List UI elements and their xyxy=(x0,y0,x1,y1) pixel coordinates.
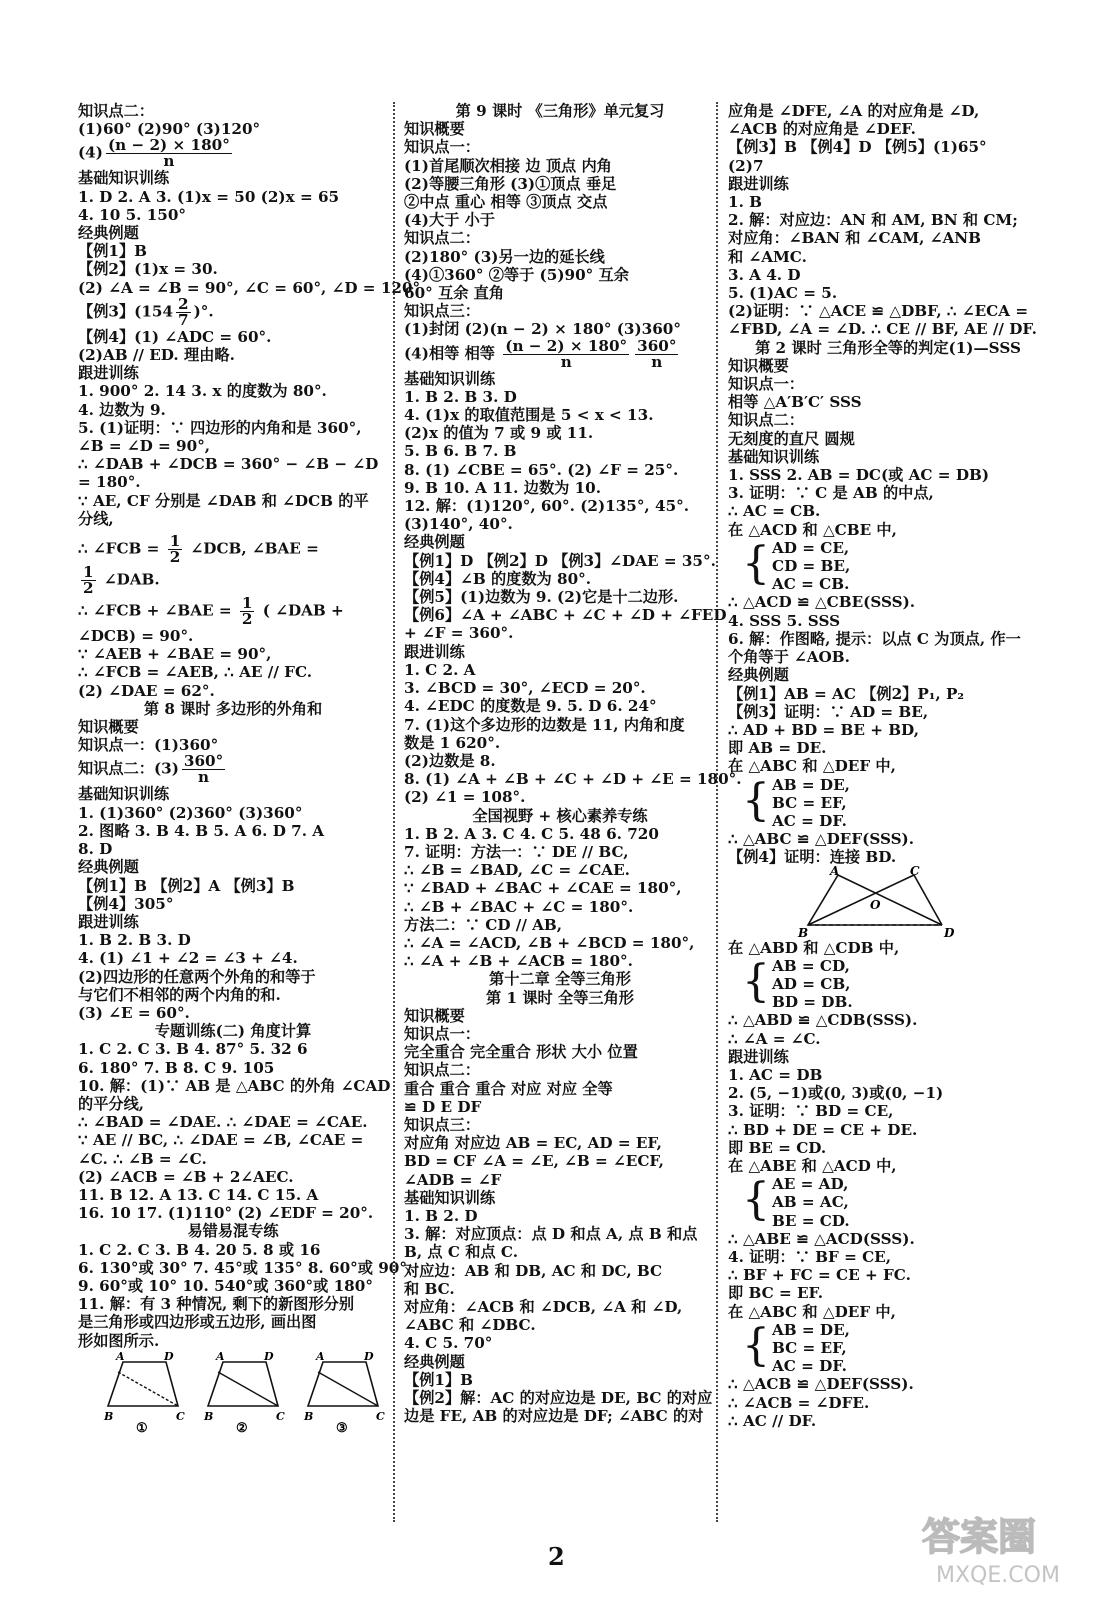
answer-line: 跟进训练 xyxy=(404,642,465,661)
answer-line: 12. 解：(1)120°, 60°. (2)135°, 45°. xyxy=(404,497,690,516)
answer-line: (2)边数是 8. xyxy=(404,751,496,770)
fraction xyxy=(503,336,629,371)
answer-line: 【例1】B xyxy=(404,1370,473,1389)
fraction xyxy=(176,294,191,329)
answer-line: 基础知识训练 xyxy=(404,1188,496,1207)
answer-line: 3. 证明：∵ BD = CE, xyxy=(728,1102,894,1121)
figure-svg xyxy=(78,1349,385,1436)
answer-line: 在 △ACD 和 △CBE 中, xyxy=(728,520,897,539)
answer-line: 和 BC. xyxy=(404,1279,455,1298)
answer-line: 基础知识训练 xyxy=(78,785,170,804)
equation-line: AC = CB. xyxy=(772,575,850,594)
vertex-label: A xyxy=(830,863,840,878)
answer-line xyxy=(78,138,388,169)
answer-line: 1. SSS 2. AB = DC(或 AC = DB) xyxy=(728,466,990,485)
brace-symbol: { xyxy=(742,1174,770,1226)
answer-line: ∴ ∠A = ∠C. xyxy=(728,1029,821,1048)
answer-line: ∴ AC // DF. xyxy=(728,1411,817,1430)
answer-line: 9. 60°或 10° 10. 540°或 360°或 180° xyxy=(78,1276,373,1295)
watermark-text: 答案圈 xyxy=(922,1515,1037,1559)
answer-line: 的平分线, xyxy=(78,1094,145,1113)
answer-line xyxy=(78,596,388,627)
answer-line: (2)证明：∵ △ACE ≌ △DBF, ∴ ∠ECA = xyxy=(728,302,1029,321)
answer-line: 1. B 2. B 3. D xyxy=(404,387,517,406)
answer-line: ∠ABC 和 ∠DBC. xyxy=(404,1316,536,1335)
equation-lines xyxy=(772,957,853,1012)
equation-system xyxy=(742,1175,1048,1230)
answer-line: 知识点二： xyxy=(78,102,154,120)
answer-line: 形如图所示. xyxy=(78,1331,160,1350)
answer-line: 8. D xyxy=(78,840,113,859)
brace-symbol: { xyxy=(742,774,770,826)
cut-line xyxy=(218,1372,278,1406)
figure-svg xyxy=(728,863,978,940)
answer-line: 1. B 2. A 3. C 4. C 5. 48 6. 720 xyxy=(404,824,659,843)
equation-line: AB = DE, xyxy=(772,775,850,794)
answer-line: ∴ ∠DAB + ∠DCB = 360° − ∠B − ∠D xyxy=(78,455,379,474)
answer-line: (2) ∠A = ∠B = 90°, ∠C = 60°, ∠D = 120°. xyxy=(78,278,426,297)
answer-line: ∴ ∠B = ∠BAD, ∠C = ∠CAE. xyxy=(404,861,630,880)
equation-line: AC = DF. xyxy=(772,1357,847,1376)
answer-line: 跟进训练 xyxy=(728,1047,789,1066)
answer-line: 和 ∠AMC. xyxy=(728,247,807,266)
vertex-label: C xyxy=(276,1409,285,1423)
answer-line: 基础知识训练 xyxy=(728,447,820,466)
answer-line: (2)x 的值为 7 或 9 或 11. xyxy=(404,424,594,443)
answer-column-right xyxy=(728,102,1048,1430)
answer-line: 4. 10 5. 150° xyxy=(78,205,187,224)
answer-line: (4)大于 小于 xyxy=(404,211,495,230)
answer-line: ∠C. ∴ ∠B = ∠C. xyxy=(78,1149,207,1168)
cut-line xyxy=(118,1372,178,1406)
vertex-label: A xyxy=(116,1349,125,1363)
answer-line: ∠ACB 的对应角是 ∠DEF. xyxy=(728,120,916,139)
answer-line: ②中点 重心 相等 ③顶点 交点 xyxy=(404,193,608,212)
answer-column-middle xyxy=(404,102,742,1426)
answer-line: 8. (1) ∠CBE = 65°. (2) ∠F = 25°. xyxy=(404,460,679,479)
answer-line: ∴ ∠ACB = ∠DFE. xyxy=(728,1393,870,1412)
fraction-numerator: 1 xyxy=(241,594,253,613)
fraction xyxy=(168,534,183,565)
equation-line: AD = CB, xyxy=(772,974,851,993)
answer-line: ∴ ∠B + ∠BAC + ∠C = 180°. xyxy=(404,897,634,916)
answer-line: 基础知识训练 xyxy=(404,369,496,388)
answer-line: 【例4】证明：连接 BD. xyxy=(728,848,897,867)
answer-line: 知识概要 xyxy=(728,356,789,375)
equation-line: CD = BE, xyxy=(772,557,851,576)
answer-line: 1. C 2. C 3. B 4. 87° 5. 32 6 xyxy=(78,1040,308,1059)
answer-line: 边是 FE, AB 的对应边是 DF; ∠ABC 的对 xyxy=(404,1407,704,1426)
watermark-url: MXQE.COM xyxy=(936,1563,1060,1588)
figure-number: ③ xyxy=(336,1420,348,1436)
answer-line: 2. 图略 3. B 4. B 5. A 6. D 7. A xyxy=(78,821,325,840)
answer-line: 6. 解：作图略, 提示：以点 C 为顶点, 作一 xyxy=(728,629,1021,648)
text: (4) xyxy=(78,143,103,162)
answer-line: ∴ BF + FC = CE + FC. xyxy=(728,1266,911,1285)
equation-line: BC = EF, xyxy=(772,793,847,812)
answer-line: 1. B 2. D xyxy=(404,1206,478,1225)
answer-line: 3. 证明：∵ C 是 AB 的中点, xyxy=(728,484,934,503)
answer-line: 知识点二： xyxy=(728,411,804,430)
equation-line: AC = DF. xyxy=(772,811,847,830)
text: )°. xyxy=(193,302,214,321)
answer-line: 经典例题 xyxy=(78,224,139,243)
answer-line: (2)180° (3)另一边的延长线 xyxy=(404,247,605,266)
fraction-numerator: 360° xyxy=(637,336,677,355)
answer-line: 【例1】D 【例2】D 【例3】∠DAE = 35°. xyxy=(404,551,716,570)
answer-line: ∠B = ∠D = 90°, xyxy=(78,437,211,456)
vertex-label: B xyxy=(104,1409,114,1423)
answer-line: (2) ∠1 = 108°. xyxy=(404,788,526,807)
answer-line: 无刻度的直尺 圆规 xyxy=(728,429,855,448)
equation-line: BC = EF, xyxy=(772,1339,847,1357)
answer-line: (2) ∠ACB = ∠B + 2∠AEC. xyxy=(78,1167,294,1186)
answer-line: 跟进训练 xyxy=(728,174,789,193)
answer-line: (2)等腰三角形 (3)①顶点 垂足 xyxy=(404,174,617,193)
answer-line: 【例2】解：AC 的对应边是 DE, BC 的对应 xyxy=(404,1389,713,1408)
section-heading: 第 9 课时 《三角形》单元复习 xyxy=(455,102,665,120)
answer-line: 在 △ABD 和 △CDB 中, xyxy=(728,938,900,957)
answer-line: 知识概要 xyxy=(78,718,139,737)
equation-line: AB = AC, xyxy=(772,1193,849,1212)
answer-line: (2)四边形的任意两个外角的和等于 xyxy=(78,967,316,986)
text: ∠DAB. xyxy=(98,570,160,589)
answer-line: 【例1】B xyxy=(78,242,147,261)
answer-line: ∴ AC = CB. xyxy=(728,502,821,521)
answer-line: 即 AB = DE. xyxy=(728,739,827,758)
answer-line: B, 点 C 和点 C. xyxy=(404,1243,519,1262)
answer-line: ∴ △ACB ≌ △DEF(SSS). xyxy=(728,1375,914,1394)
answer-line: (3) ∠E = 60°. xyxy=(78,1003,190,1022)
section-heading: 第 1 课时 全等三角形 xyxy=(486,988,634,1007)
answer-line: 经典例题 xyxy=(728,666,789,685)
answer-line: 4. ∠EDC 的度数是 9. 5. D 6. 24° xyxy=(404,697,657,716)
fraction xyxy=(240,596,255,627)
answer-line: 重合 重合 重合 对应 对应 全等 xyxy=(404,1079,613,1098)
answer-line: ∴ △ABD ≌ △CDB(SSS). xyxy=(728,1011,918,1030)
answer-line: 知识点三： xyxy=(404,302,480,321)
text: 【例3】(154 xyxy=(78,302,174,321)
answer-line: ≌ D E DF xyxy=(404,1097,482,1116)
answer-line: 4. SSS 5. SSS xyxy=(728,611,841,630)
answer-line: 知识点二： xyxy=(404,1061,480,1080)
answer-line: 【例3】B 【例4】D 【例5】(1)65° xyxy=(728,138,987,157)
watermark-logo xyxy=(914,1510,1100,1590)
vertex-label: D xyxy=(944,925,955,940)
answer-line: 在 △ABC 和 △DEF 中, xyxy=(728,757,896,776)
answer-line: BD = CF ∠A = ∠E, ∠B = ∠ECF, xyxy=(404,1152,664,1171)
fraction-denominator: n xyxy=(163,152,175,171)
answer-line: 知识点一： xyxy=(404,138,480,157)
vertex-label: D xyxy=(264,1349,274,1363)
text: ∠DCB, ∠BAE = xyxy=(185,539,319,558)
answer-line: ∠ADB = ∠F xyxy=(404,1170,502,1189)
answer-line: + ∠F = 360°. xyxy=(404,624,514,643)
answer-line: 【例3】证明：∵ AD = BE, xyxy=(728,702,929,721)
answer-line: 4. (1) ∠1 + ∠2 = ∠3 + ∠4. xyxy=(78,949,298,968)
answer-line: 2. (5, −1)或(0, 3)或(0, −1) xyxy=(728,1084,944,1103)
answer-line: 【例5】(1)边数为 9. (2)它是十二边形. xyxy=(404,588,679,607)
answer-line: 分线, xyxy=(78,509,114,528)
text: ∴ ∠FCB = xyxy=(78,539,165,558)
answer-line: 1. C 2. A xyxy=(404,660,476,679)
answer-line: 是三角形或四边形或五边形, 画出图 xyxy=(78,1313,317,1332)
answer-line: 知识点一： xyxy=(404,1024,480,1043)
answer-line: 基础知识训练 xyxy=(78,169,170,188)
column-divider xyxy=(716,102,718,1522)
fraction-numerator: (n − 2) × 180° xyxy=(107,136,230,155)
answer-line: 11. 解：有 3 种情况, 剩下的新图形分别 xyxy=(78,1295,355,1314)
fraction-denominator: 2 xyxy=(169,548,181,567)
answer-line: 个角等于 ∠AOB. xyxy=(728,648,850,667)
vertex-label: B xyxy=(304,1409,314,1423)
page-number: 2 xyxy=(548,1542,565,1571)
answer-line: (3)140°, 40°. xyxy=(404,515,513,534)
answer-line: 【例4】∠B 的度数为 80°. xyxy=(404,569,592,588)
vertex-label: D xyxy=(164,1349,174,1363)
answer-line: 在 △ABE 和 △ACD 中, xyxy=(728,1156,897,1175)
fraction-numerator: (n − 2) × 180° xyxy=(505,336,628,355)
fraction-denominator: 2 xyxy=(83,579,94,598)
vertex-label: C xyxy=(910,863,920,878)
figure-number: ② xyxy=(236,1420,248,1436)
answer-line: 4. C 5. 70° xyxy=(404,1334,493,1353)
polygon-cut-figures xyxy=(78,1350,388,1434)
answer-line: 1. D 2. A 3. (1)x = 50 (2)x = 65 xyxy=(78,187,340,206)
answer-line: ∠FBD, ∠A = ∠D. ∴ CE // BF, AE // DF. xyxy=(728,320,1037,339)
answer-line: (1)首尾顺次相接 边 顶点 内角 xyxy=(404,156,612,175)
answer-line: 即 BE = CD. xyxy=(728,1138,827,1157)
answer-line: 经典例题 xyxy=(404,1352,465,1371)
answer-line: 知识点一： xyxy=(728,375,804,394)
answer-line: 对应角 对应边 AB = EC, AD = EF, xyxy=(404,1134,662,1153)
answer-line: 1. B 2. B 3. D xyxy=(78,931,191,950)
cut-line xyxy=(318,1372,378,1406)
answer-line: 5. (1)证明：∵ 四边形的内角和是 360°, xyxy=(78,418,362,437)
answer-line: 对应角：∠ACB 和 ∠DCB, ∠A 和 ∠D, xyxy=(404,1298,683,1316)
answer-line: 8. (1) ∠A + ∠B + ∠C + ∠D + ∠E = 180°. xyxy=(404,770,742,789)
answer-line: 跟进训练 xyxy=(78,364,139,383)
vertex-label: C xyxy=(376,1409,385,1423)
answer-line: (2)AB // ED. 理由略. xyxy=(78,346,235,365)
answer-line: ∵ AE, CF 分别是 ∠DAB 和 ∠DCB 的平 xyxy=(78,491,369,510)
answer-line: 10. 解：(1)∵ AB 是 △ABC 的外角 ∠CAD xyxy=(78,1076,391,1095)
answer-line: 对应边：AB 和 DB, AC 和 DC, BC xyxy=(404,1261,663,1280)
answer-line xyxy=(404,336,716,371)
answer-line: 16. 10 17. (1)110° (2) ∠EDF = 20°. xyxy=(78,1204,374,1223)
answer-line: 5. B 6. B 7. B xyxy=(404,442,517,461)
vertex-label: B xyxy=(204,1409,214,1423)
answer-line: (4)①360° ②等于 (5)90° 互余 xyxy=(404,265,629,284)
answer-line: 7. 证明：方法一：∵ DE // BC, xyxy=(404,842,629,861)
answer-line: ∴ AD + BD = BE + BD, xyxy=(728,720,919,739)
answer-line: 完全重合 完全重合 形状 大小 位置 xyxy=(404,1043,638,1062)
equation-lines xyxy=(772,1321,850,1376)
answer-line: ∴ ∠FCB = ∠AEB, ∴ AE // FC. xyxy=(78,663,313,682)
answer-line: ∴ △ABE ≌ △ACD(SSS). xyxy=(728,1229,915,1248)
equation-line: AB = DE, xyxy=(772,1320,850,1339)
answer-line: (1)60° (2)90° (3)120° xyxy=(78,120,261,139)
answer-line: 经典例题 xyxy=(404,533,465,552)
segment xyxy=(838,875,942,925)
brace-symbol: { xyxy=(742,537,770,589)
fraction xyxy=(81,565,96,596)
answer-line: 6. 130°或 30° 7. 45°或 135° 8. 60°或 90° xyxy=(78,1258,407,1277)
section-heading: 全国视野 + 核心素养专练 xyxy=(472,806,648,825)
section-heading: 第 2 课时 三角形全等的判定(1)—SSS xyxy=(755,338,1021,357)
equation-system xyxy=(742,957,1048,1012)
fraction-denominator: n xyxy=(198,768,210,787)
text: ( ∠DAB + xyxy=(257,601,344,620)
fraction xyxy=(106,138,232,169)
answer-line: 6. 180° 7. B 8. C 9. 105 xyxy=(78,1058,275,1077)
answer-line: 对应角：∠BAN 和 ∠CAM, ∠ANB xyxy=(728,229,981,248)
equation-line: AD = CE, xyxy=(772,538,850,557)
answer-line: 【例4】305° xyxy=(78,894,174,913)
vertex-label: D xyxy=(364,1349,374,1363)
section-heading: 第 8 课时 多边形的外角和 xyxy=(143,699,323,718)
answer-line xyxy=(78,754,388,785)
fraction-denominator: n xyxy=(560,352,572,371)
answer-line: 【例1】B 【例2】A 【例3】B xyxy=(78,876,295,895)
answer-column-left xyxy=(78,102,426,1436)
text: 知识点二：(3) xyxy=(78,759,179,778)
answer-line: (1)封闭 (2)(n − 2) × 180° (3)360° xyxy=(404,320,681,339)
answer-line: 知识概要 xyxy=(404,120,465,139)
fraction-numerator: 1 xyxy=(169,532,181,551)
answer-line: 方法二：∵ CD // AB, xyxy=(404,915,563,934)
answer-line: 跟进训练 xyxy=(78,912,139,931)
equation-lines xyxy=(772,1175,850,1230)
brace-symbol: { xyxy=(742,1319,770,1371)
vertex-label: A xyxy=(216,1349,225,1363)
answer-line: (2) ∠DAE = 62°. xyxy=(78,681,215,700)
text: (4)相等 相等 xyxy=(404,344,501,363)
answer-line: 60° 互余 直角 xyxy=(404,284,505,303)
answer-line: 4. (1)x 的取值范围是 5 < x < 13. xyxy=(404,406,654,425)
answer-line: 3. 解：对应顶点：点 D 和点 A, 点 B 和点 xyxy=(404,1225,698,1244)
vertex-label: B xyxy=(798,925,809,940)
answer-line: 2. 解：对应边：AN 和 AM, BN 和 CM; xyxy=(728,211,1018,230)
answer-line: 知识点三： xyxy=(404,1115,480,1134)
answer-line: 相等 △A′B′C′ SSS xyxy=(728,393,862,412)
answer-line: 【例2】(1)x = 30. xyxy=(78,260,218,279)
fraction-numerator: 2 xyxy=(178,294,189,313)
equation-line: BE = CD. xyxy=(772,1211,850,1230)
answer-line: 1. (1)360° (2)360° (3)360° xyxy=(78,803,303,822)
answer-line: 1. 900° 2. 14 3. x 的度数为 80°. xyxy=(78,382,327,401)
answer-line: 在 △ABC 和 △DEF 中, xyxy=(728,1302,896,1321)
equation-system xyxy=(742,1321,1048,1376)
answer-line: ∴ BD + DE = CE + DE. xyxy=(728,1120,918,1139)
section-heading: 专题训练(二) 角度计算 xyxy=(154,1022,312,1041)
answer-line: 1. AC = DB xyxy=(728,1065,823,1084)
answer-line: 应角是 ∠DFE, ∠A 的对应角是 ∠D, xyxy=(728,102,980,120)
answer-line: 11. B 12. A 13. C 14. C 15. A xyxy=(78,1185,319,1204)
vertex-label: A xyxy=(316,1349,325,1363)
answer-line: 经典例题 xyxy=(78,858,139,877)
answer-line: 【例6】∠A + ∠ABC + ∠C + ∠D + ∠FED xyxy=(404,606,727,625)
fraction xyxy=(182,754,225,785)
answer-line: 1. B xyxy=(728,193,762,212)
answer-line: 1. C 2. C 3. B 4. 20 5. 8 或 16 xyxy=(78,1240,321,1259)
answer-line: ∠DCB) = 90°. xyxy=(78,627,194,646)
fraction xyxy=(635,336,678,371)
answer-line: 【例4】(1) ∠ADC = 60°. xyxy=(78,327,272,346)
bowtie-figure xyxy=(728,863,1048,940)
answer-line: ∴ ∠BAD = ∠DAE. ∴ ∠DAE = ∠CAE. xyxy=(78,1113,368,1132)
vertex-label: C xyxy=(176,1409,185,1423)
answer-line: 7. (1)这个多边形的边数是 11, 内角和度 xyxy=(404,715,685,734)
answer-line: 知识概要 xyxy=(404,1006,465,1025)
answer-line: 3. A 4. D xyxy=(728,265,801,284)
answer-line: = 180°. xyxy=(78,473,141,492)
fraction-numerator: 360° xyxy=(183,752,224,771)
answer-line: ∴ △ACD ≌ △CBE(SSS). xyxy=(728,593,916,612)
fraction-denominator: 7 xyxy=(178,310,189,329)
answer-line: ∴ ∠A = ∠ACD, ∠B + ∠BCD = 180°, xyxy=(404,933,695,952)
section-heading: 易错易混专练 xyxy=(187,1222,279,1241)
answer-line xyxy=(78,565,388,596)
answer-line: 4. 证明：∵ BF = CE, xyxy=(728,1247,892,1266)
equation-line: AE = AD, xyxy=(772,1175,849,1194)
section-heading: 第十二章 全等三角形 xyxy=(489,970,631,989)
answer-line: ∴ △ABC ≌ △DEF(SSS). xyxy=(728,830,915,849)
answer-line: 【例1】AB = AC 【例2】P₁, P₂ xyxy=(728,684,965,703)
answer-line: ∴ ∠A + ∠B + ∠ACB = 180°. xyxy=(404,952,633,971)
answer-line: (2)7 xyxy=(728,156,764,175)
equation-lines xyxy=(772,776,850,831)
fraction-numerator: 1 xyxy=(83,563,94,582)
fraction-denominator: n xyxy=(651,352,663,371)
answer-line xyxy=(78,534,388,565)
answer-line: 数是 1 620°. xyxy=(404,733,501,752)
answer-line: ∵ AE // BC, ∴ ∠DAE = ∠B, ∠CAE = xyxy=(78,1131,364,1150)
answer-line: 3. ∠BCD = 30°, ∠ECD = 20°. xyxy=(404,679,646,698)
answer-line: 5. (1)AC = 5. xyxy=(728,284,838,303)
answer-line: 即 BC = EF. xyxy=(728,1284,824,1303)
text: ∴ ∠FCB + ∠BAE = xyxy=(78,601,237,620)
answer-line: 9. B 10. A 11. 边数为 10. xyxy=(404,478,602,497)
answer-line: ∵ ∠AEB + ∠BAE = 90°, xyxy=(78,645,272,664)
answer-line: 与它们不相邻的两个内角的和. xyxy=(78,985,281,1004)
vertex-label: O xyxy=(870,897,881,912)
answer-line: ∵ ∠BAD + ∠BAC + ∠CAE = 180°, xyxy=(404,879,682,898)
answer-line: 4. 边数为 9. xyxy=(78,400,166,419)
equation-lines xyxy=(772,539,850,594)
answer-line: 知识点一：(1)360° xyxy=(78,736,219,755)
equation-system xyxy=(742,539,1048,594)
answer-line xyxy=(78,294,388,329)
fraction-denominator: 2 xyxy=(241,610,253,629)
equation-line: AB = CD, xyxy=(772,956,850,975)
equation-system xyxy=(742,776,1048,831)
answer-line: 知识点二： xyxy=(404,229,480,248)
equation-line: BD = DB. xyxy=(772,993,853,1012)
brace-symbol: { xyxy=(742,955,770,1007)
column-divider xyxy=(393,102,395,1522)
figure-number: ① xyxy=(136,1420,148,1436)
